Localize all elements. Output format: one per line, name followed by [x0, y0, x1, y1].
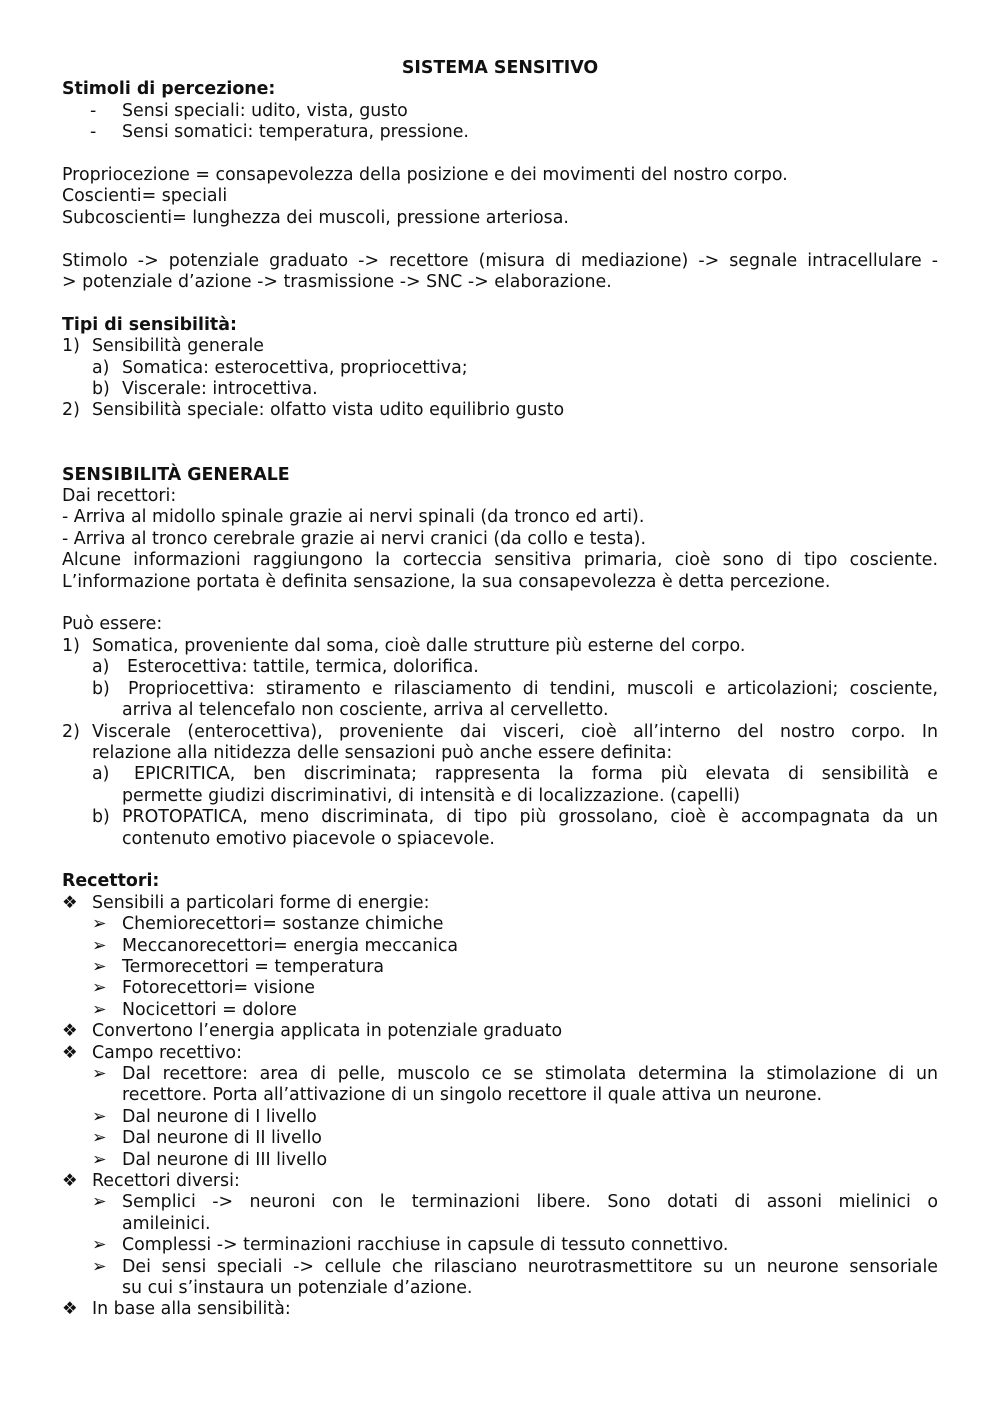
list-item: 1) Somatica, proveniente dal soma, cioè dalle strutture più esterne del corpo.: [62, 635, 746, 656]
list-item: ➢ Chemiorecettori= sostanze chimiche: [92, 914, 444, 935]
paragraph-line: Propriocezione = consapevolezza della posizione e dei movimenti del nostro corpo.: [62, 165, 788, 186]
list-item: b) Propriocettiva: stiramento e rilasciamento di tendini, muscoli e articolazioni; cosciente, arriva al telencefalo non cosciente, arriva al cervelletto.: [92, 678, 938, 721]
arrow-bullet-icon: ➢: [92, 956, 107, 977]
diamond-bullet-icon: ❖: [62, 1299, 78, 1320]
arrow-bullet-icon: ➢: [92, 999, 107, 1020]
list-item: ➢ Nocicettori = dolore: [92, 999, 297, 1020]
list-item: - Arriva al midollo spinale grazie ai nervi spinali (da tronco ed arti).: [62, 507, 645, 528]
paragraph-line: > potenziale d’azione -> trasmissione -> SNC -> elaborazione.: [62, 272, 612, 293]
list-item: - Arriva al tronco cerebrale grazie ai nervi cranici (da collo e testa).: [62, 528, 646, 549]
diamond-bullet-icon: ❖: [62, 892, 78, 913]
list-item: ❖ Campo recettivo:: [62, 1042, 242, 1063]
list-item: ❖ Sensibili a particolari forme di energie:: [62, 892, 430, 913]
arrow-bullet-icon: ➢: [92, 1106, 107, 1127]
list-item: ➢ Complessi -> terminazioni racchiuse in capsule di tessuto connettivo.: [92, 1235, 729, 1256]
list-item: 2) Viscerale (enterocettiva), proveniente dai visceri, cioè all’interno del nostro corpo. In relazione alla nitidezza delle sensazioni può anche essere definita:: [62, 721, 938, 763]
paragraph-line: Stimolo -> potenziale graduato -> recettore (misura di mediazione) -> segnale intracellulare -: [62, 250, 938, 271]
arrow-bullet-icon: ➢: [92, 1128, 107, 1149]
tipi-heading: Tipi di sensibilità:: [62, 314, 237, 335]
paragraph-line: Coscienti= speciali: [62, 186, 228, 207]
list-item: b) PROTOPATICA, meno discriminata, di tipo più grossolano, cioè è accompagnata da un contenuto emotivo piacevole o spiacevole.: [92, 807, 938, 849]
arrow-bullet-icon: ➢: [92, 914, 107, 935]
list-item: ❖ Convertono l’energia applicata in potenziale graduato: [62, 1021, 563, 1042]
list-item: ➢ Termorecettori = temperatura: [92, 956, 385, 977]
arrow-bullet-icon: ➢: [92, 935, 107, 956]
paragraph-line: Dai recettori:: [62, 486, 177, 507]
list-item: ➢ Meccanorecettori= energia meccanica: [92, 935, 459, 956]
list-item: ❖ In base alla sensibilità:: [62, 1299, 291, 1320]
generale-heading: SENSIBILITÀ GENERALE: [62, 464, 290, 485]
list-item: b) Viscerale: introcettiva.: [92, 379, 318, 400]
list-item: ➢ Semplici -> neuroni con le terminazioni libere. Sono dotati di assoni mielinici o amileinici.: [92, 1192, 938, 1234]
list-item: ❖ Recettori diversi:: [62, 1171, 240, 1192]
arrow-bullet-icon: ➢: [92, 1192, 107, 1213]
recettori-heading: Recettori:: [62, 871, 160, 892]
arrow-bullet-icon: ➢: [92, 1149, 107, 1170]
list-item: a) Esterocettiva: tattile, termica, dolorifica.: [92, 657, 479, 678]
stimoli-heading: Stimoli di percezione:: [62, 79, 276, 100]
list-item: 1) Sensibilità generale: [62, 336, 264, 357]
arrow-bullet-icon: ➢: [92, 1064, 107, 1084]
list-item: a) EPICRITICA, ben discriminata; rappresenta la forma più elevata di sensibilità e permette giudizi discriminativi, di intensità e di localizzazione. (capelli): [92, 764, 938, 806]
puo-essere-heading: Può essere:: [62, 614, 163, 635]
list-item: ➢ Dal recettore: area di pelle, muscolo ce se stimolata determina la stimolazione di un recettore. Porta all’attivazione di un singolo recettore il quale attiva un neurone.: [92, 1064, 938, 1106]
diamond-bullet-icon: ❖: [62, 1021, 78, 1042]
list-item: a) Somatica: esterocettiva, propriocettiva;: [92, 357, 468, 378]
list-item: ➢ Fotorecettori= visione: [92, 978, 315, 999]
list-item: - Sensi somatici: temperatura, pressione.: [90, 122, 469, 143]
paragraph-line: Subcoscienti= lunghezza dei muscoli, pressione arteriosa.: [62, 207, 569, 228]
list-item: - Sensi speciali: udito, vista, gusto: [90, 100, 408, 121]
list-item: ➢ Dal neurone di III livello: [92, 1149, 328, 1170]
arrow-bullet-icon: ➢: [92, 978, 107, 999]
arrow-bullet-icon: ➢: [92, 1256, 107, 1277]
list-item: ➢ Dal neurone di II livello: [92, 1128, 322, 1149]
diamond-bullet-icon: ❖: [62, 1171, 78, 1192]
document-title: SISTEMA SENSITIVO: [401, 58, 599, 78]
diamond-bullet-icon: ❖: [62, 1042, 78, 1063]
list-item: ➢ Dal neurone di I livello: [92, 1106, 317, 1127]
list-item: ➢ Dei sensi speciali -> cellule che rilasciano neurotrasmettitore su un neurone sensoriale su cui s’instaura un potenziale d’azione.: [92, 1256, 938, 1299]
paragraph-line: Alcune informazioni raggiungono la corteccia sensitiva primaria, cioè sono di tipo cosciente.: [62, 550, 938, 571]
list-item: 2) Sensibilità speciale: olfatto vista udito equilibrio gusto: [62, 400, 565, 421]
document-page: [62, 58, 938, 1321]
arrow-bullet-icon: ➢: [92, 1235, 107, 1256]
paragraph-line: L’informazione portata è definita sensazione, la sua consapevolezza è detta percezione.: [62, 571, 831, 592]
